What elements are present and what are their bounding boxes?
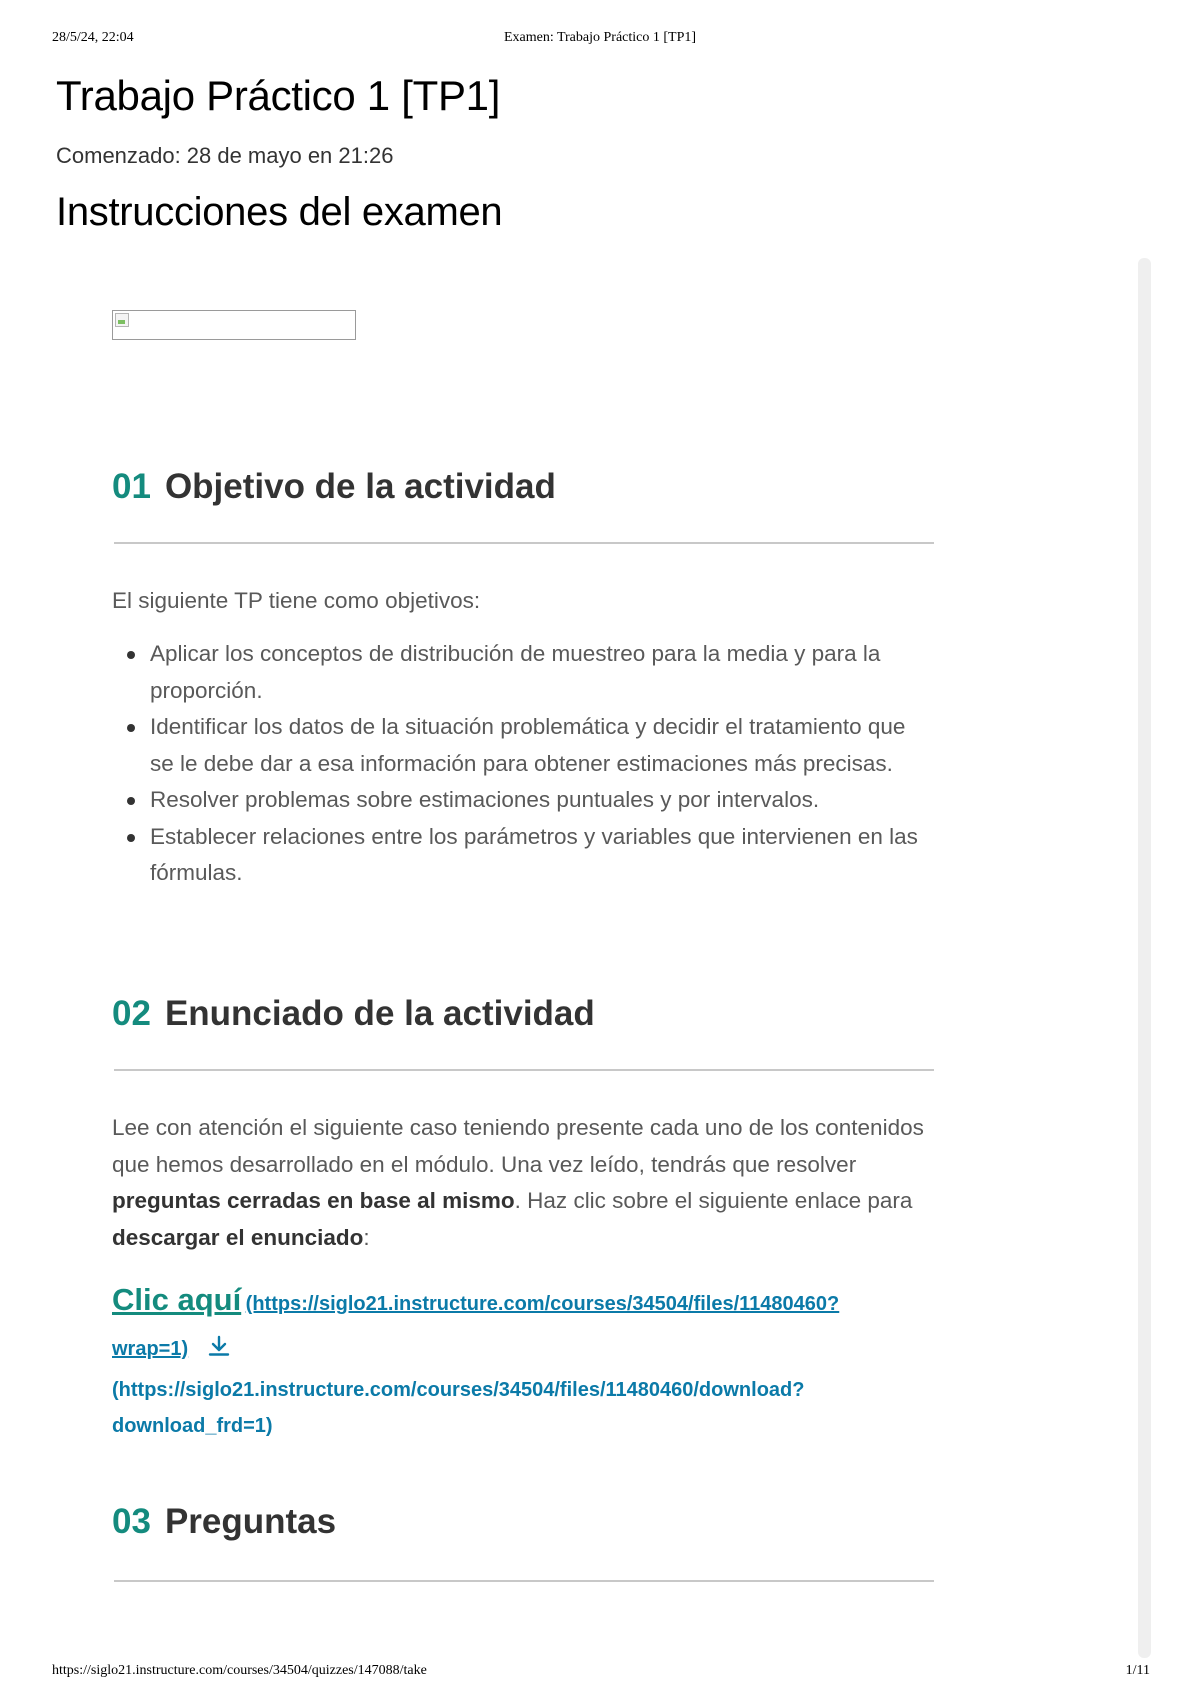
statement-text: : xyxy=(363,1224,370,1250)
list-item: Resolver problemas sobre estimaciones puntuales y por intervalos. xyxy=(150,782,932,819)
section-divider xyxy=(114,542,934,544)
instructions-scrollbar[interactable] xyxy=(1138,258,1151,1658)
list-item: Establecer relaciones entre los parámetros y variables que intervienen en las fórmulas. xyxy=(150,819,932,892)
download-icon[interactable] xyxy=(207,1334,231,1363)
statement-paragraph xyxy=(112,1110,932,1256)
print-page-number: 1/11 xyxy=(1125,1663,1150,1678)
download-link[interactable] xyxy=(112,1372,932,1444)
objectives-intro: El siguiente TP tiene como objetivos: xyxy=(112,588,481,613)
section-title: Enunciado de la actividad xyxy=(164,994,595,1033)
instructions-title: Instrucciones del examen xyxy=(56,190,503,234)
print-datetime: 28/5/24, 22:04 xyxy=(52,30,134,45)
quiz-title: Trabajo Práctico 1 [TP1] xyxy=(56,72,501,119)
section-heading-preguntas xyxy=(112,1502,336,1542)
statement-bold: descargar el enunciado xyxy=(112,1224,364,1250)
objectives-list xyxy=(112,636,932,892)
statement-text: . Haz clic sobre el siguiente enlace para xyxy=(514,1188,913,1213)
file-link-url-cont[interactable]: wrap=1) xyxy=(112,1338,189,1360)
section-number: 01 xyxy=(112,467,151,506)
print-page-title: Examen: Trabajo Práctico 1 [TP1] xyxy=(503,30,697,45)
print-footer xyxy=(0,1663,1200,1683)
print-url: https://siglo21.instructure.com/courses/34504/quizzes/147088/take xyxy=(52,1663,427,1678)
statement-bold: preguntas cerradas en base al mismo xyxy=(112,1188,515,1213)
print-header xyxy=(0,30,1200,50)
section-title: Objetivo de la actividad xyxy=(164,467,556,506)
download-url-cont[interactable]: download_frd=1) xyxy=(112,1415,273,1437)
section-heading-enunciado xyxy=(112,994,595,1034)
section-divider xyxy=(114,1580,934,1582)
file-link-url[interactable]: (https://siglo21.instructure.com/courses/34504/files/11480460? xyxy=(245,1293,840,1315)
section-number: 03 xyxy=(112,1502,151,1541)
list-item: Identificar los datos de la situación problemática y decidir el tratamiento que se le debe dar a esa información para obtener estimaciones más precisas. xyxy=(150,709,932,782)
clic-aqui-link[interactable]: Clic aquí xyxy=(112,1282,242,1317)
section-divider xyxy=(114,1069,934,1071)
download-url[interactable]: (https://siglo21.instructure.com/courses/34504/files/11480460/download? xyxy=(112,1379,805,1401)
list-item: Aplicar los conceptos de distribución de muestreo para la media y para la proporción. xyxy=(150,636,932,709)
statement-text: Lee con atención el siguiente caso teniendo presente cada uno de los contenidos que hemos desarrollado en el módulo. Una vez leído, tendrás que resolver xyxy=(112,1115,924,1177)
broken-image-icon xyxy=(115,313,129,327)
broken-image xyxy=(112,310,356,340)
started-label: Comenzado: xyxy=(56,143,181,168)
section-number: 02 xyxy=(112,994,151,1033)
quiz-started xyxy=(56,143,399,169)
section-title: Preguntas xyxy=(164,1502,337,1541)
started-value: 28 de mayo en 21:26 xyxy=(186,143,394,168)
section-heading-objetivo xyxy=(112,467,556,507)
